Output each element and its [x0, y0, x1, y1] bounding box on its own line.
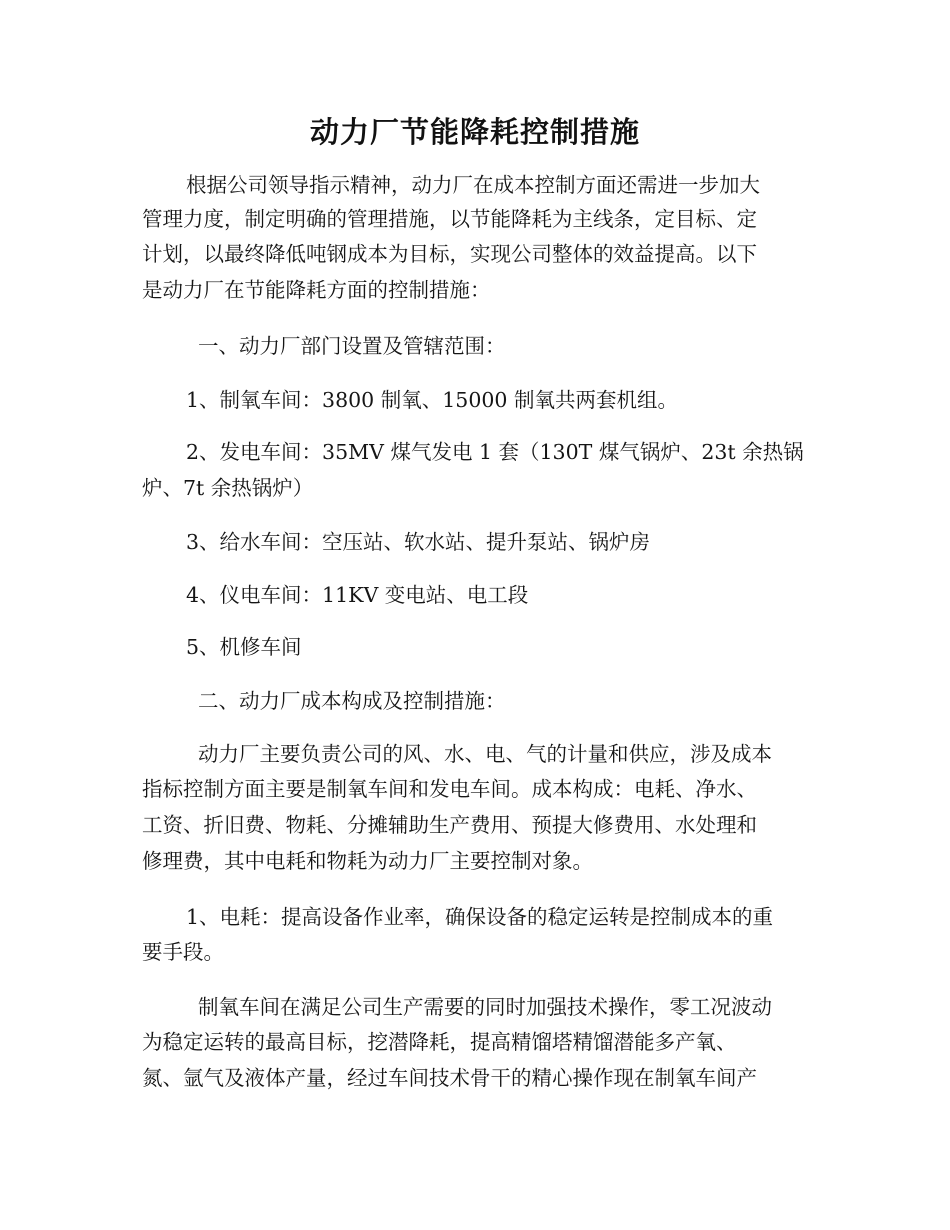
list-item-continued: 炉、7t 余热锅炉）: [142, 476, 314, 500]
section-heading: 一、动力厂部门设置及管辖范围：: [198, 334, 506, 358]
document-title: 动力厂节能降耗控制措施: [309, 115, 640, 149]
list-item: 4、仪电车间：11KV 变电站、电工段: [186, 583, 529, 607]
list-item: 5、机修车间: [186, 635, 302, 659]
paragraph-line: 氮、氩气及液体产量，经过车间技术骨干的精心操作现在制氧车间产: [142, 1066, 757, 1090]
paragraph-line: 计划，以最终降低吨钢成本为目标，实现公司整体的效益提高。以下: [142, 242, 757, 266]
paragraph-line: 管理力度，制定明确的管理措施，以节能降耗为主线条，定目标、定: [142, 207, 757, 231]
paragraph-line: 修理费，其中电耗和物耗为动力厂主要控制对象。: [142, 849, 593, 873]
list-item: 3、给水车间：空压站、软水站、提升泵站、锅炉房: [186, 530, 651, 554]
paragraph-line: 指标控制方面主要是制氧车间和发电车间。成本构成：电耗、净水、: [142, 777, 757, 801]
list-item: 1、制氧车间：3800 制氧、15000 制氧共两套机组。: [186, 388, 678, 412]
paragraph-line: 为稳定运转的最高目标，挖潜降耗，提高精馏塔精馏潜能多产氧、: [142, 1030, 737, 1054]
paragraph-line: 动力厂主要负责公司的风、水、电、气的计量和供应，涉及成本: [198, 742, 772, 766]
section-heading: 二、动力厂成本构成及控制措施：: [198, 689, 506, 713]
list-item: 2、发电车间：35MV 煤气发电 1 套（130T 煤气锅炉、23t 余热锅: [186, 440, 804, 464]
paragraph-line: 根据公司领导指示精神，动力厂在成本控制方面还需进一步加大: [186, 173, 760, 197]
paragraph-line: 工资、折旧费、物耗、分摊辅助生产费用、预提大修费用、水处理和: [142, 813, 757, 837]
paragraph-line: 是动力厂在节能降耗方面的控制措施：: [142, 278, 491, 302]
paragraph-line: 1、电耗：提高设备作业率，确保设备的稳定运转是控制成本的重: [186, 905, 774, 929]
paragraph-line: 制氧车间在满足公司生产需要的同时加强技术操作，零工况波动: [198, 995, 772, 1019]
paragraph-line: 要手段。: [142, 940, 224, 964]
